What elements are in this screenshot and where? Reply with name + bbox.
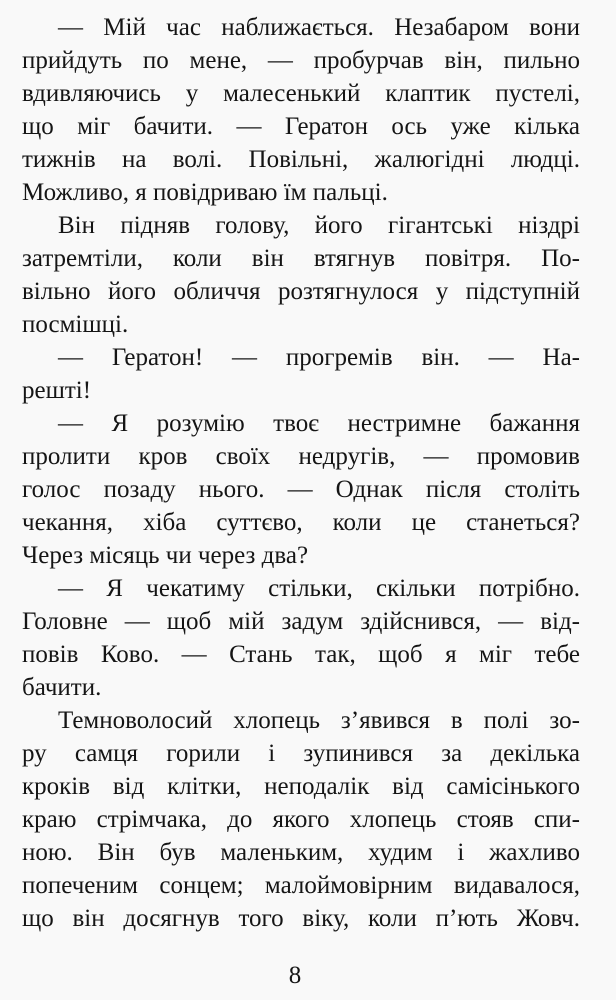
text-line: затремтіли, коли він втягнув повітря. По- xyxy=(22,245,580,272)
paragraph xyxy=(22,341,580,407)
text-line: голос позаду нього. — Однак після століть xyxy=(22,476,580,503)
paragraph xyxy=(22,572,580,704)
text-line: решті! xyxy=(22,377,92,404)
text-line: Він підняв голову, його гігантські ніздрі xyxy=(58,212,580,239)
paragraph xyxy=(22,209,580,341)
text-line: що міг бачити. — Гератон ось уже кілька xyxy=(22,113,580,140)
text-line: попеченим сонцем; малоймовірним видавалося, xyxy=(22,872,580,899)
paragraph xyxy=(22,407,580,572)
text-line: повів Ково. — Стань так, щоб я міг тебе xyxy=(22,641,580,668)
paragraph xyxy=(22,704,580,935)
text-line: кроків від клітки, неподалік від самісінького xyxy=(22,773,580,800)
text-line: краю стрімчака, до якого хлопець стояв спи- xyxy=(22,806,580,833)
text-line: — Мій час наближається. Незабаром вони xyxy=(58,14,580,41)
text-line: бачити. xyxy=(22,674,102,701)
text-line: ру самця горили і зупинився за декілька xyxy=(22,740,580,767)
text-line: — Я розумію твоє нестримне бажання xyxy=(58,410,580,437)
text-line: посмішці. xyxy=(22,311,129,338)
text-line: тижнів на волі. Повільні, жалюгідні людці. xyxy=(22,146,580,173)
text-line: ною. Він був маленьким, худим і жахливо xyxy=(22,839,580,866)
text-line: прийдуть по мене, — пробурчав він, пильно xyxy=(22,47,580,74)
text-line: Головне — щоб мій задум здійснився, — від- xyxy=(22,608,580,635)
text-line: чекання, хіба суттєво, коли це станеться? xyxy=(22,509,580,536)
text-line: Темноволосий хлопець з’явився в полі зо- xyxy=(58,707,580,734)
text-line: Через місяць чи через два? xyxy=(22,542,309,569)
text-line: — Гератон! — прогремів він. — На- xyxy=(58,344,580,371)
page-text xyxy=(22,11,580,935)
paragraph xyxy=(22,11,580,209)
text-line: Можливо, я повідриваю їм пальці. xyxy=(22,179,388,206)
text-line: — Я чекатиму стільки, скільки потрібно. xyxy=(58,575,580,602)
page-number: 8 xyxy=(288,962,302,989)
text-line: пролити кров своїх недругів, — промовив xyxy=(22,443,580,470)
text-line: вільно його обличчя розтягнулося у підступній xyxy=(22,278,580,305)
text-line: вдивляючись у малесенький клаптик пустелі, xyxy=(22,80,580,107)
text-line: що він досягнув того віку, коли п’ють Жовч. xyxy=(22,905,580,932)
